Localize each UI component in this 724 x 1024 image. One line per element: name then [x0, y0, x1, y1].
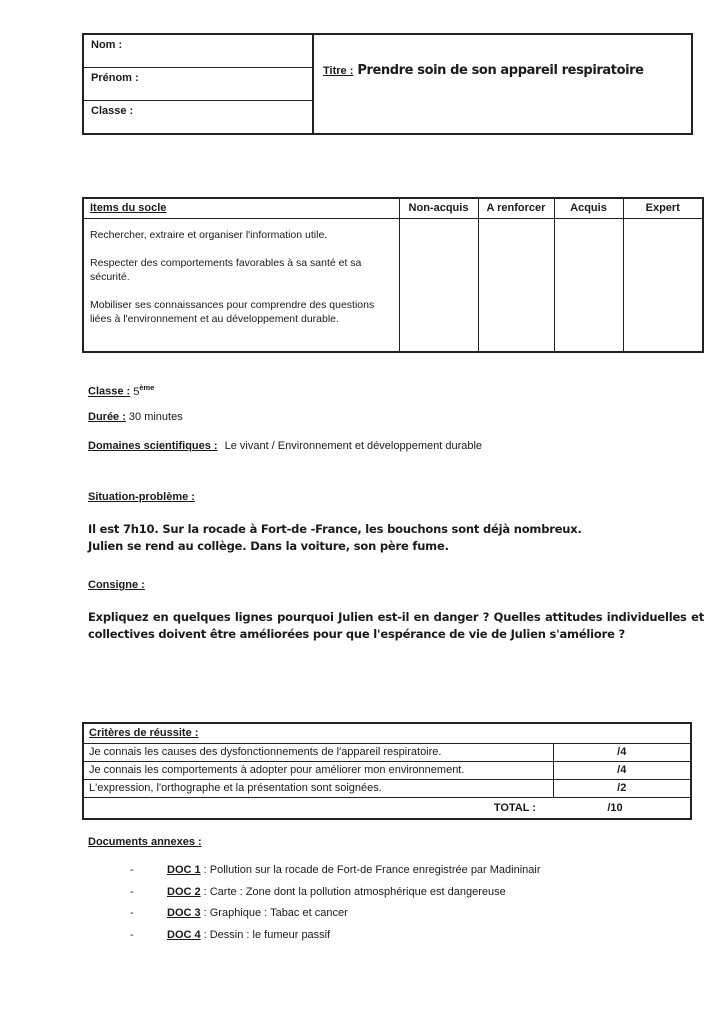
class-label: Classe : — [91, 105, 134, 117]
criterion-text: L'expression, l'orthographe et la présentation sont soignées. — [83, 779, 553, 797]
doc-label: DOC 1 — [167, 864, 201, 876]
student-info-fields — [84, 35, 314, 133]
situation-text — [88, 521, 710, 554]
consigne-heading: Consigne : — [88, 579, 145, 591]
skill-item: Mobiliser ses connaissances pour comprendre des questions liées à l'environnement et au développement durable. — [90, 298, 375, 325]
doc-label: DOC 2 — [167, 885, 201, 898]
class-info-superscript: ème — [139, 383, 155, 392]
domains-info-line — [88, 440, 482, 452]
criteria-row — [83, 743, 691, 761]
dash-bullet: - — [130, 885, 134, 898]
class-info-value: 5 — [133, 385, 140, 398]
class-field — [84, 101, 312, 133]
domains-value: Le vivant / Environnement et développement durable — [224, 440, 483, 452]
skills-table-header-row — [83, 198, 703, 218]
duration-label: Durée : — [88, 411, 126, 423]
student-info-table — [82, 33, 693, 135]
domains-label: Domaines scientifiques : — [88, 440, 218, 452]
criterion-text: Je connais les causes des dysfonctionnements de l'appareil respiratoire. — [83, 743, 553, 761]
consigne-text: Expliquez en quelques lignes pourquoi Julien est-il en danger ? Quelles attitudes individuelles et collectives doivent être améliorées pour que l'espérance de vie de Julien s'améliore ? — [88, 610, 704, 641]
total-label: TOTAL : — [493, 801, 536, 814]
column-header-non-acquis: Non-acquis — [399, 198, 478, 218]
grade-cell-acquis — [554, 218, 623, 352]
class-info-line — [88, 383, 154, 398]
column-header-a-renforcer: A renforcer — [478, 198, 554, 218]
doc-description: : Pollution sur la rocade de Fort-de France enregistrée par Madininair — [203, 864, 541, 876]
criteria-total-row — [83, 797, 691, 819]
duration-value: 30 minutes — [128, 411, 183, 423]
grade-cell-non-acquis — [399, 218, 478, 352]
grade-cell-a-renforcer — [478, 218, 554, 352]
column-header-acquis: Acquis — [554, 198, 623, 218]
skills-table-body-row — [83, 218, 703, 352]
skill-item: Respecter des comportements favorables à sa santé et sa sécurité. — [90, 256, 362, 283]
criteria-row — [83, 761, 691, 779]
title-label: Titre : — [323, 65, 354, 77]
list-item — [130, 864, 650, 886]
skills-list-cell — [83, 218, 399, 352]
doc-description: : Graphique : Tabac et cancer — [203, 907, 348, 919]
criterion-score: /2 — [553, 779, 691, 797]
duration-info-line — [88, 411, 183, 423]
situation-heading: Situation-problème : — [88, 491, 195, 503]
situation-line-2: Julien se rend au collège. Dans la voiture, son père fume. — [88, 538, 449, 553]
doc-label: DOC 3 — [167, 907, 201, 919]
annexes-list — [130, 864, 650, 950]
total-score: /10 — [607, 801, 623, 814]
criteria-title: Critères de réussite : — [89, 727, 199, 740]
criteria-table — [82, 722, 692, 820]
criterion-score: /4 — [553, 743, 691, 761]
list-item — [130, 907, 650, 929]
criteria-row — [83, 779, 691, 797]
criteria-title-row — [83, 723, 691, 743]
column-header-expert: Expert — [623, 198, 703, 218]
dash-bullet: - — [130, 907, 134, 919]
name-label: Nom : — [91, 39, 123, 51]
column-header-items-label: Items du socle — [90, 202, 167, 215]
firstname-label: Prénom : — [91, 72, 139, 84]
page-title: Prendre soin de son appareil respiratoire — [357, 63, 644, 78]
dash-bullet: - — [130, 928, 134, 941]
doc-label: DOC 4 — [167, 928, 201, 941]
skill-item: Rechercher, extraire et organiser l'information utile. — [90, 228, 328, 241]
doc-description: : Dessin : le fumeur passif — [203, 928, 331, 941]
criteria-title-cell — [83, 723, 691, 743]
list-item — [130, 886, 650, 908]
name-field — [84, 35, 312, 68]
annexes-heading: Documents annexes : — [88, 836, 202, 848]
skills-table — [82, 197, 704, 353]
firstname-field — [84, 68, 312, 101]
class-info-label: Classe : — [88, 385, 131, 398]
criterion-score: /4 — [553, 761, 691, 779]
title-cell — [314, 35, 691, 133]
doc-description: : Carte : Zone dont la pollution atmosphérique est dangereuse — [203, 885, 506, 898]
criteria-total-cell — [83, 797, 691, 819]
list-item — [130, 929, 650, 951]
criterion-text: Je connais les comportements à adopter pour améliorer mon environnement. — [83, 761, 553, 779]
situation-line-1: Il est 7h10. Sur la rocade à Fort-de -France, les bouchons sont déjà nombreux. — [88, 522, 582, 536]
column-header-items — [83, 198, 399, 218]
dash-bullet: - — [130, 864, 134, 876]
grade-cell-expert — [623, 218, 703, 352]
